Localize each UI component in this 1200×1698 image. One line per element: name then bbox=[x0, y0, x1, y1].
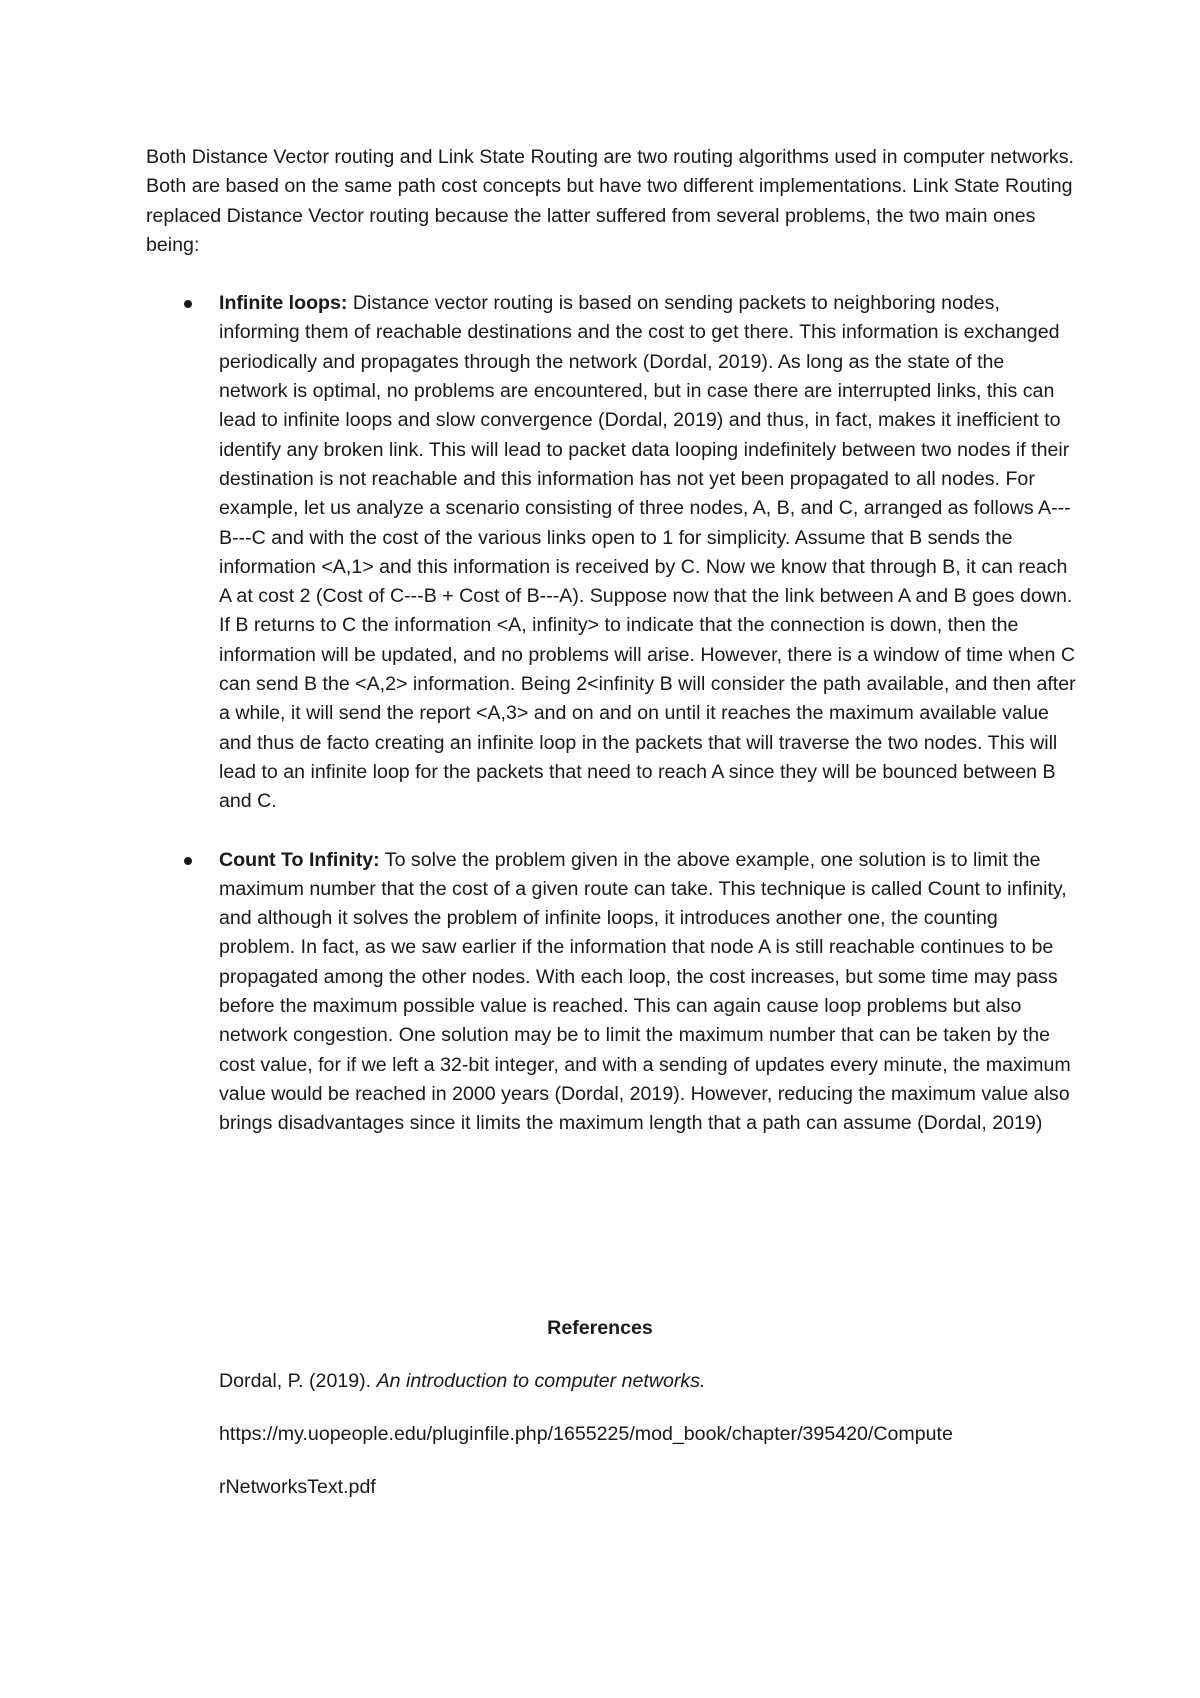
bullet-title: Infinite loops: bbox=[219, 292, 348, 315]
intro-paragraph: Both Distance Vector routing and Link State Routing are two routing algorithms used in computer networks. Both are based on the same path cost concepts but have two different implementations. Link State Routing replaced Distance Vector routing because the latter suffered from several problems, the two main ones being: bbox=[146, 146, 1074, 256]
problem-list bbox=[146, 289, 1076, 1138]
references-heading: References bbox=[547, 1317, 653, 1339]
bullet-title: Count To Infinity: bbox=[219, 848, 380, 871]
bullet-icon bbox=[184, 300, 192, 308]
bullet-body: To solve the problem given in the above example, one solution is to limit the maximum number that the cost of a given route can take. This technique is called Count to infinity, and although it solves the problem of infinite loops, it introduces another one, the counting problem. In fact, as we saw earlier if the information that node A is still reachable continues to be propagated among the other nodes. With each loop, the cost increases, but some time may pass before the maximum possible value is reached. This can again cause loop problems but also network congestion. One solution may be to limit the maximum number that can be taken by the cost value, for if we left a 32-bit integer, and with a sending of updates every minute, the maximum value would be reached in 2000 years (Dordal, 2019). However, reducing the maximum value also brings disadvantages since it limits the maximum length that a path can assume (Dordal, 2019) bbox=[219, 848, 1071, 1135]
list-item-count-to-infinity bbox=[146, 846, 1076, 1139]
reference-citation bbox=[219, 1367, 705, 1396]
reference-url-line-2: rNetworksText.pdf bbox=[219, 1476, 376, 1498]
bullet-icon bbox=[184, 857, 192, 865]
citation-author: Dordal, P. (2019). bbox=[219, 1370, 377, 1392]
citation-work-title: An introduction to computer networks. bbox=[376, 1370, 706, 1392]
list-item-infinite-loops bbox=[146, 289, 1076, 816]
body-text bbox=[146, 143, 1076, 1168]
bullet-body: Distance vector routing is based on sending packets to neighboring nodes, informing them of reachable destinations and the cost to get there. This information is exchanged periodically and propagates through the network (Dordal, 2019). As long as the state of the network is optimal, no problems are encountered, but in case there are interrupted links, this can lead to infinite loops and slow convergence (Dordal, 2019) and thus, in fact, makes it inefficient to identify any broken link. This will lead to packet data looping indefinitely between two nodes if their destination is not reachable and this information has not yet been propagated to all nodes. For example, let us analyze a scenario consisting of three nodes, A, B, and C, arranged as follows A---B---C and with the cost of the various links open to 1 for simplicity. Assume that B sends the information <A,1> and this information is received by C. Now we know that through B, it can reach A at cost 2 (Cost of C---B + Cost of B---A). Suppose now that the link between A and B goes down. If B returns to C the information <A, infinity> to indicate that the connection is down, then the information will be updated, and no problems will arise. However, there is a window of time when C can send B the <A,2> information. Being 2<infinity B will consider the path available, and then after a while, it will send the report <A,3> and on and on until it reaches the maximum available value and thus de facto creating an infinite loop in the packets that will traverse the two nodes. This will lead to an infinite loop for the packets that need to reach A since they will be bounced between B and C. bbox=[219, 292, 1076, 813]
reference-url-line-1: https://my.uopeople.edu/pluginfile.php/1655225/mod_book/chapter/395420/Compute bbox=[219, 1423, 953, 1445]
